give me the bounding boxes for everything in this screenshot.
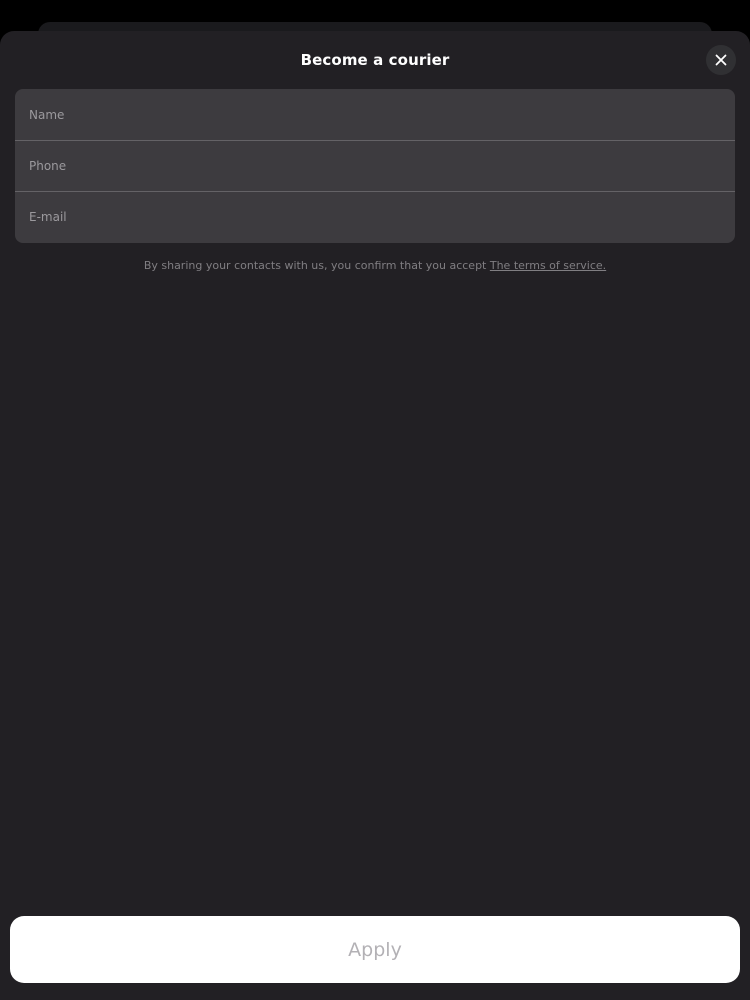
close-button[interactable] [706,45,736,75]
name-field-row [15,89,735,140]
close-icon [715,54,727,66]
phone-field-row [15,140,735,191]
consent-notice [0,258,750,274]
terms-of-service-link[interactable]: The terms of service. [489,259,607,272]
phone-input[interactable] [15,141,735,191]
contact-form [15,89,735,243]
email-input[interactable] [15,192,735,242]
become-courier-sheet [0,31,750,1000]
sheet-title: Become a courier [300,51,450,69]
name-input[interactable] [15,89,735,140]
email-field-row [15,191,735,242]
consent-text: By sharing your contacts with us, you confirm that you accept [143,259,490,272]
apply-button[interactable]: Apply [10,916,740,983]
